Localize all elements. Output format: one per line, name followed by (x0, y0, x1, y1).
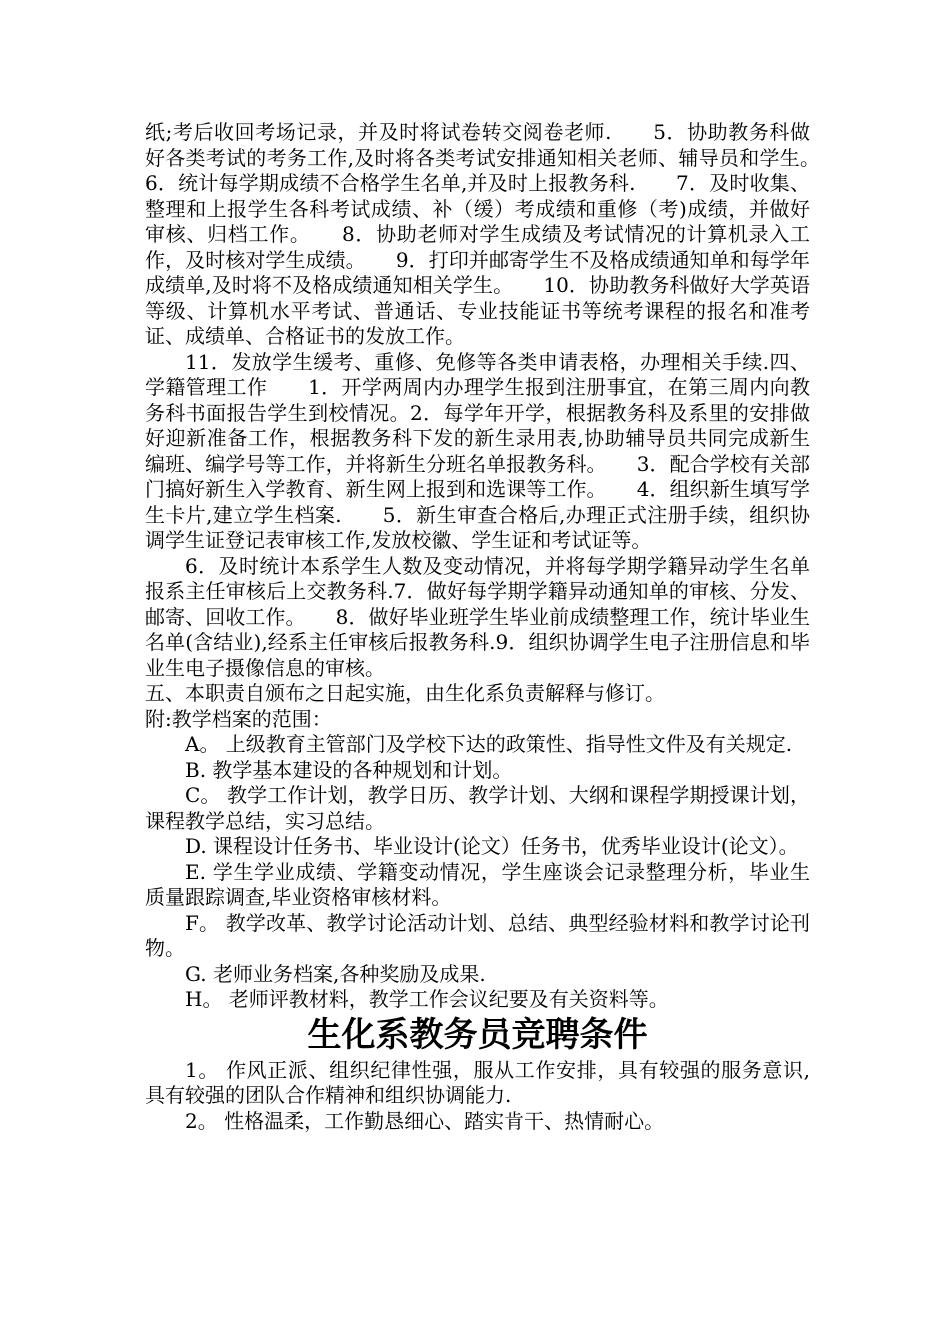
paragraph-registration-duties: 11．发放学生缓考、重修、免修等各类申请表格，办理相关手续.四、学籍管理工作 1．开学两周内办理学生报到注册事宜，在第三周内向教务科书面报告学生到校情况。2．每学年开学，根据教务科及系里的安排做好迎新准备工作，根据教务科下发的新生录用表,协助辅导员共同完成新生编班、编学号等工作，并将新生分班名单报教务科。 3．配合学校有关部门搞好新生入学教育、新生网上报到和选课等工作。 4．组织新生填写学生卡片,建立学生档案. 5．新生审查合格后,办理正式注册手续，组织协调学生证登记表审核工作,发放校徽、学生证和考试证等。 (145, 349, 810, 552)
list-item-archive-c: C。 教学工作计划，教学日历、教学计划、大纲和课程学期授课计划，课程教学总结，实习总结。 (145, 783, 810, 833)
list-item-archive-a: A。 上级教育主管部门及学校下达的政策性、指导性文件及有关规定. (185, 732, 793, 756)
paragraph-exam-duties: 纸;考后收回考场记录，并及时将试卷转交阅卷老师. 5．协助教务科做好各类考试的考务工作,及时将各类考试安排通知相关老师、辅导员和学生。 6．统计每学期成绩不合格学生名单,并及时上报教务科. 7．及时收集、整理和上报学生各科考试成绩、补（缓）考成绩和重修（考)成绩，并做好审核、归档工作。 8．协助老师对学生成绩及考试情况的计算机录入工作，及时核对学生成绩。 9．打印并邮寄学生不及格成绩通知单和每学年成绩单,及时将不及格成绩通知相关学生。 10．协助教务科做好大学英语等级、计算机水平考试、普通话、专业技能证书等统考课程的报名和准考证、成绩单、合格证书的发放工作。 (145, 120, 850, 348)
document-body (145, 120, 850, 1134)
list-item-archive-e: E. 学生学业成绩、学籍变动情况，学生座谈会记录整理分析，毕业生质量跟踪调查,毕业资格审核材料。 (145, 859, 810, 909)
list-item-archive-b: B. 教学基本建设的各种规划和计划。 (185, 757, 513, 782)
list-item-archive-f: F。 教学改革、教学讨论活动计划、总结、典型经验材料和教学讨论刊物。 (145, 910, 810, 960)
paragraph-status-change-duties: 6．及时统计本系学生人数及变动情况，并将每学期学籍异动学生名单报系主任审核后上交教务科.7．做好每学期学籍异动通知单的审核、分发、邮寄、回收工作。 8．做好毕业班学生毕业前成绩整理工作，统计毕业生名单(含结业),经系主任审核后报教务科.9．组织协调学生电子注册信息和毕业生电子摄像信息的审核。 (145, 553, 810, 680)
section-heading: 生化系教务员竞聘条件 (307, 1014, 648, 1055)
condition-item-2: 2。 性格温柔，工作勤恳细心、踏实肯干、热情耐心。 (185, 1108, 665, 1133)
paragraph-archive-scope-title: 附:教学档案的范围： (145, 706, 332, 731)
condition-item-1: 1。 作风正派、组织纪律性强，服从工作安排，具有较强的服务意识,具有较强的团队合作精神和组织协调能力. (145, 1057, 810, 1107)
paragraph-effective-clause: 五、本职责自颁布之日起实施，由生化系负责解释与修订。 (145, 681, 665, 705)
list-item-archive-g: G. 老师业务档案,各种奖励及成果. (185, 961, 486, 986)
list-item-archive-h: H。 老师评教材料，教学工作会议纪要及有关资料等。 (185, 987, 669, 1011)
list-item-archive-d: D. 课程设计任务书、毕业设计(论文）任务书，优秀毕业设计(论文）。 (185, 834, 799, 858)
